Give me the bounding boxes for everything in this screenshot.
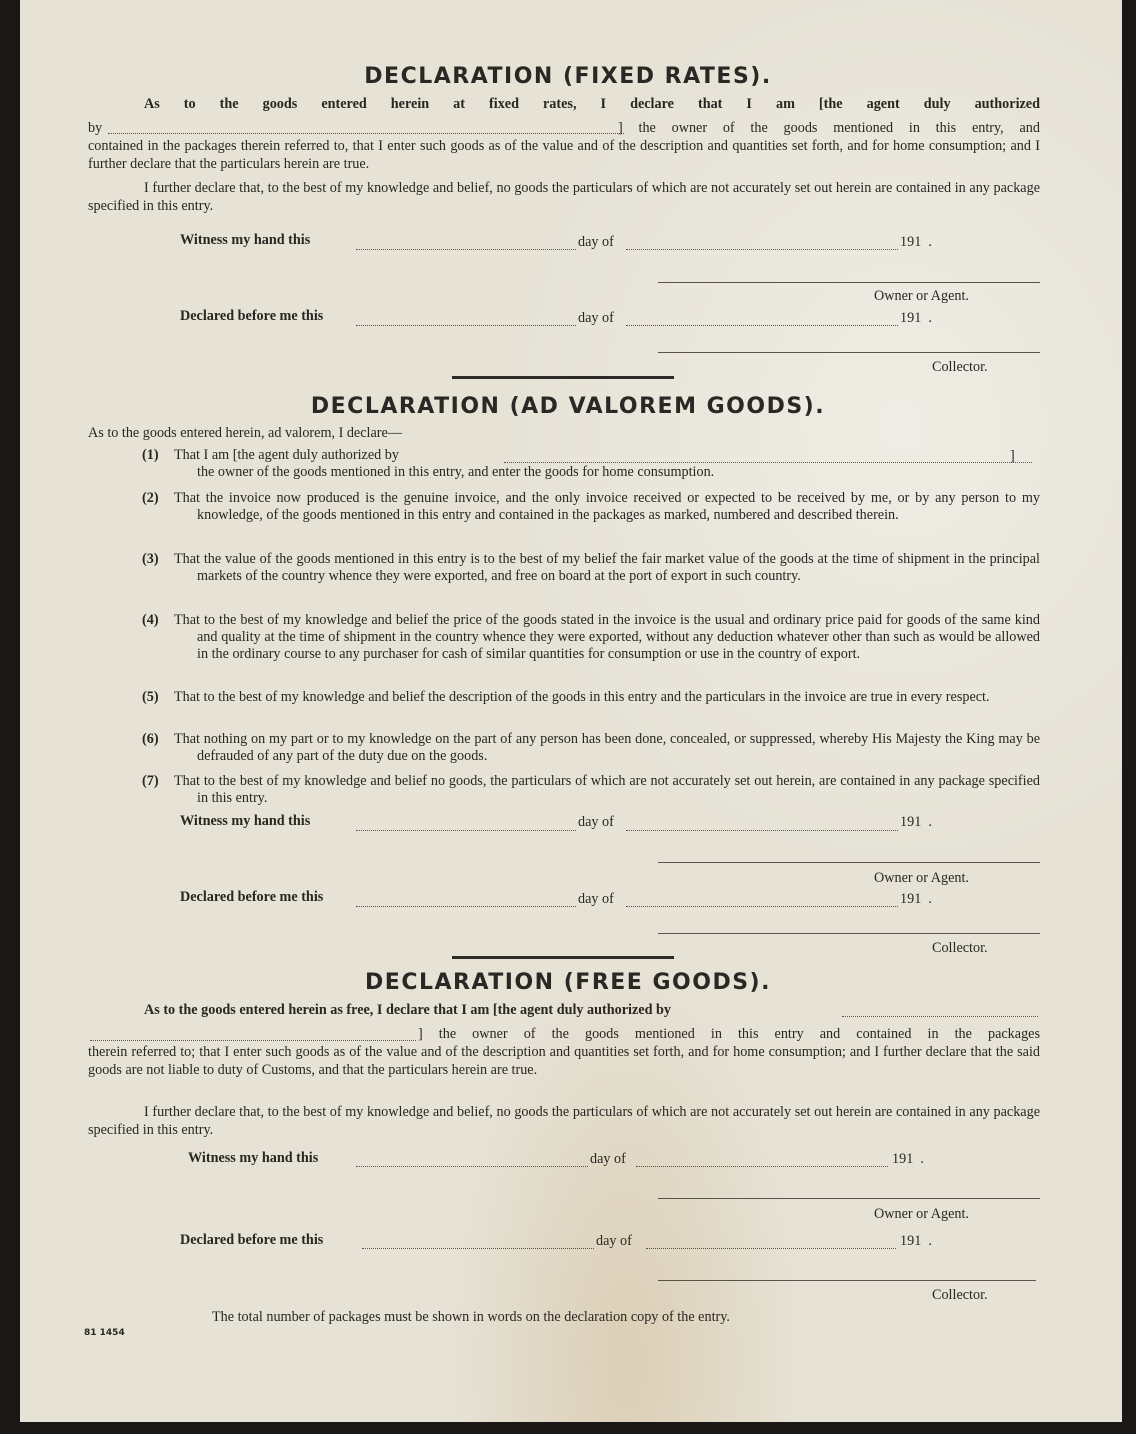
- footer-note: The total number of packages must be shown in words on the declaration copy of the entry.: [212, 1309, 730, 1325]
- advalorem-item-6: [142, 731, 1040, 767]
- free-heading: DECLARATION (FREE GOODS).: [365, 970, 771, 995]
- item-text: That I am [the agent duly authorized by: [174, 447, 399, 463]
- free-para1-line2-tail: ] the owner of the goods mentioned in this entry and contained in the packages: [418, 1026, 1040, 1042]
- fixed-para1-rest: contained in the packages therein referred to, that I enter such goods as of the value and of the description and quantities set forth, and for home consumption; and I further declare that the particulars herein are true.: [88, 138, 1040, 172]
- free-para2: I further declare that, to the best of my knowledge and belief, no goods the particulars of which are not accurately set out herein are contained in any package specified in this entry.: [88, 1104, 1040, 1138]
- free-para1-rest: therein referred to; that I enter such goods as of the value and of the description and quantities set forth, and for home consumption; and I further declare that the said goods are not liable to duty of Customs, and that the particulars herein are true.: [88, 1044, 1040, 1078]
- free-agent-name-line-a[interactable]: [842, 1016, 1038, 1017]
- advalorem-declared-label: Declared before me this: [180, 889, 324, 905]
- fixed-declared-day-line[interactable]: [356, 325, 576, 326]
- item-number: (1): [142, 447, 159, 463]
- item-number: (6): [142, 731, 159, 747]
- item-text: That to the best of my knowledge and belief no goods, the particulars of which are not accurately set out herein, are contained in any package specified in this entry.: [174, 773, 1040, 806]
- item-text: That the invoice now produced is the genuine invoice, and the only invoice received or expected to be received by me, or by any person to my knowledge, of the goods mentioned in this entry and contained in the packages as marked, numbered and described therein.: [174, 490, 1040, 523]
- item-text: That nothing on my part or to my knowledge on the part of any person has been done, concealed, or suppressed, whereby His Majesty the King may be defrauded of any part of the duty due on the goods.: [174, 731, 1040, 764]
- fixed-owner-signature-line[interactable]: [658, 282, 1040, 283]
- advalorem-item-4: [142, 612, 1040, 682]
- advalorem-declared-dayof: day of: [578, 891, 614, 907]
- item-number: (5): [142, 689, 159, 705]
- fixed-declared-label: Declared before me this: [180, 308, 324, 324]
- free-witness-dayof: day of: [590, 1151, 626, 1167]
- free-declared-year: 191 .: [900, 1233, 932, 1249]
- free-declared-dayof: day of: [596, 1233, 632, 1249]
- fixed-witness-month-line[interactable]: [626, 249, 898, 250]
- advalorem-item-5: [142, 689, 1040, 725]
- item-bracket: ]: [1010, 448, 1015, 464]
- item-number: (7): [142, 773, 159, 789]
- advalorem-intro: As to the goods entered herein, ad valorem, I declare—: [88, 425, 402, 441]
- fixed-collector-label: Collector.: [932, 359, 988, 375]
- free-witness-year: 191 .: [892, 1151, 924, 1167]
- free-owner-label: Owner or Agent.: [874, 1206, 969, 1222]
- free-para1-line1: As to the goods entered herein as free, I declare that I am [the agent duly authorized by: [144, 1002, 672, 1018]
- item-number: (3): [142, 551, 159, 567]
- fixed-witness-day-line[interactable]: [356, 249, 576, 250]
- fixed-by-label: by: [88, 120, 103, 136]
- free-declared-month-line[interactable]: [646, 1248, 896, 1249]
- fixed-declared-year: 191 .: [900, 310, 932, 326]
- advalorem-owner-signature-line[interactable]: [658, 862, 1040, 863]
- fixed-para1-line1: [144, 96, 1040, 114]
- advalorem-owner-label: Owner or Agent.: [874, 870, 969, 886]
- item-text: That to the best of my knowledge and belief the price of the goods stated in the invoice is the usual and ordinary price paid for goods of the same kind and quality at the time of shipment in the country whence they were exported, without any deduction whatever other than such as would be allowed in the ordinary course to any purchaser for cash of similar quantities for consumption or use in the country of export.: [174, 612, 1040, 662]
- advalorem-witness-dayof: day of: [578, 814, 614, 830]
- advalorem-witness-month-line[interactable]: [626, 830, 898, 831]
- advalorem-witness-year: 191 .: [900, 814, 932, 830]
- section-divider-1: [452, 376, 674, 379]
- free-declared-day-line[interactable]: [362, 1248, 594, 1249]
- advalorem-declared-day-line[interactable]: [356, 906, 576, 907]
- fixed-rates-heading: DECLARATION (FIXED RATES).: [364, 64, 772, 89]
- advalorem-declared-month-line[interactable]: [626, 906, 898, 907]
- section-divider-2: [452, 956, 674, 959]
- advalorem-witness-day-line[interactable]: [356, 830, 576, 831]
- advalorem-item-3: [142, 551, 1040, 603]
- free-witness-day-line[interactable]: [356, 1166, 588, 1167]
- advalorem-heading: DECLARATION (AD VALOREM GOODS).: [310, 394, 826, 419]
- fixed-witness-year: 191 .: [900, 234, 932, 250]
- advalorem-item-7: [142, 773, 1040, 809]
- fixed-para1-text: As to the goods entered herein at fixed rates, I declare that I am [the agent duly authorized: [144, 96, 1040, 112]
- advalorem-collector-label: Collector.: [932, 940, 988, 956]
- free-witness-label: Witness my hand this: [188, 1150, 319, 1166]
- fixed-agent-name-line[interactable]: [108, 133, 624, 134]
- advalorem-collector-signature-line[interactable]: [658, 933, 1040, 934]
- fixed-para1-line2-tail: ] the owner of the goods mentioned in this entry, and: [618, 120, 1040, 136]
- advalorem-declared-year: 191 .: [900, 891, 932, 907]
- free-collector-signature-line[interactable]: [658, 1280, 1036, 1281]
- advalorem-item-2: [142, 490, 1040, 542]
- advalorem-witness-label: Witness my hand this: [180, 813, 311, 829]
- fixed-witness-dayof: day of: [578, 234, 614, 250]
- item-number: (2): [142, 490, 159, 506]
- free-agent-name-line-b[interactable]: [90, 1040, 416, 1041]
- item-number: (4): [142, 612, 159, 628]
- fixed-para2: I further declare that, to the best of my knowledge and belief, no goods the particulars of which are not accurately set out herein are contained in any package specified in this entry.: [88, 180, 1040, 214]
- advalorem-item-1: [142, 447, 1040, 483]
- free-witness-month-line[interactable]: [636, 1166, 888, 1167]
- fixed-declared-dayof: day of: [578, 310, 614, 326]
- item-text: That the value of the goods mentioned in this entry is to the best of my belief the fair market value of the goods at the time of shipment in the principal markets of the country whence they were exported, and free on board at the port of export in such country.: [174, 551, 1040, 584]
- fixed-declared-month-line[interactable]: [626, 325, 898, 326]
- free-declared-label: Declared before me this: [180, 1232, 324, 1248]
- fixed-collector-signature-line[interactable]: [658, 352, 1040, 353]
- free-owner-signature-line[interactable]: [658, 1198, 1040, 1199]
- item-text-cont: the owner of the goods mentioned in this entry, and enter the goods for home consumption.: [197, 464, 715, 480]
- form-code: 81 1454: [84, 1328, 125, 1338]
- fixed-owner-label: Owner or Agent.: [874, 288, 969, 304]
- advalorem-agent-name-line[interactable]: [504, 462, 1032, 463]
- item-text: That to the best of my knowledge and belief the description of the goods in this entry and the particulars in the invoice are true in every respect.: [174, 689, 990, 705]
- free-collector-label: Collector.: [932, 1287, 988, 1303]
- fixed-witness-label: Witness my hand this: [180, 232, 311, 248]
